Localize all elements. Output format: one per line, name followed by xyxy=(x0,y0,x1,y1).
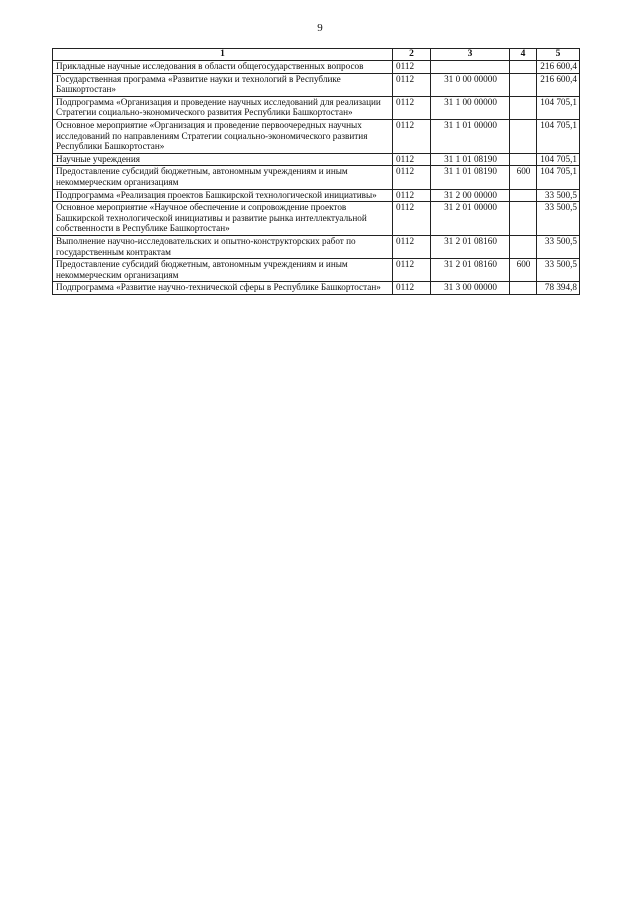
row-expense xyxy=(510,73,537,96)
row-target: 31 1 01 00000 xyxy=(431,119,510,153)
row-amount: 33 500,5 xyxy=(537,202,580,236)
table-row xyxy=(53,235,580,258)
table-row xyxy=(53,61,580,74)
row-name: Подпрограмма «Организация и проведение научных исследований для реализации Стратегии социально-экономического развития Республики Башкортостан» xyxy=(53,96,393,119)
row-section: 0112 xyxy=(393,153,431,166)
row-section: 0112 xyxy=(393,202,431,236)
row-amount: 104 705,1 xyxy=(537,153,580,166)
row-section: 0112 xyxy=(393,119,431,153)
row-section: 0112 xyxy=(393,73,431,96)
row-target: 31 2 01 08160 xyxy=(431,235,510,258)
row-section: 0112 xyxy=(393,259,431,282)
row-name: Прикладные научные исследования в области общегосударственных вопросов xyxy=(53,61,393,74)
column-header-section: 2 xyxy=(393,49,431,61)
table-row xyxy=(53,189,580,202)
row-expense xyxy=(510,202,537,236)
column-header-target: 3 xyxy=(431,49,510,61)
row-amount: 78 394,8 xyxy=(537,282,580,295)
row-amount: 104 705,1 xyxy=(537,96,580,119)
row-amount: 216 600,4 xyxy=(537,61,580,74)
row-target: 31 2 00 00000 xyxy=(431,189,510,202)
row-expense xyxy=(510,282,537,295)
table-row xyxy=(53,202,580,236)
row-name: Подпрограмма «Реализация проектов Башкирской технологической инициативы» xyxy=(53,189,393,202)
row-expense: 600 xyxy=(510,166,537,189)
row-target: 31 1 01 08190 xyxy=(431,153,510,166)
row-target: 31 2 01 08160 xyxy=(431,259,510,282)
row-name: Государственная программа «Развитие науки и технологий в Республике Башкортостан» xyxy=(53,73,393,96)
row-section: 0112 xyxy=(393,166,431,189)
budget-table xyxy=(52,48,580,295)
row-expense xyxy=(510,153,537,166)
row-amount: 33 500,5 xyxy=(537,235,580,258)
row-expense xyxy=(510,96,537,119)
row-section: 0112 xyxy=(393,235,431,258)
row-amount: 104 705,1 xyxy=(537,166,580,189)
column-header-name: 1 xyxy=(53,49,393,61)
table-row xyxy=(53,259,580,282)
row-name: Научные учреждения xyxy=(53,153,393,166)
row-target xyxy=(431,61,510,74)
column-header-amount: 5 xyxy=(537,49,580,61)
row-name: Предоставление субсидий бюджетным, автономным учреждениям и иным некоммерческим организациям xyxy=(53,166,393,189)
table-header-row xyxy=(53,49,580,61)
row-name: Основное мероприятие «Научное обеспечение и сопровождение проектов Башкирской технологической инициативы и развитие рынка интеллектуальной собственности в Республике Башкортостан» xyxy=(53,202,393,236)
table-row xyxy=(53,166,580,189)
row-name: Предоставление субсидий бюджетным, автономным учреждениям и иным некоммерческим организациям xyxy=(53,259,393,282)
table-row xyxy=(53,282,580,295)
row-name: Подпрограмма «Развитие научно-технической сферы в Республике Башкортостан» xyxy=(53,282,393,295)
row-section: 0112 xyxy=(393,61,431,74)
row-name: Выполнение научно-исследовательских и опытно-конструкторских работ по государственным контрактам xyxy=(53,235,393,258)
row-expense xyxy=(510,189,537,202)
table-row xyxy=(53,96,580,119)
column-header-expense: 4 xyxy=(510,49,537,61)
row-target: 31 3 00 00000 xyxy=(431,282,510,295)
table-row xyxy=(53,73,580,96)
row-amount: 33 500,5 xyxy=(537,189,580,202)
row-expense xyxy=(510,235,537,258)
row-expense xyxy=(510,61,537,74)
row-target: 31 1 00 00000 xyxy=(431,96,510,119)
row-name: Основное мероприятие «Организация и проведение первоочередных научных исследований по направлениям Стратегии социально-экономического развития Республики Башкортостан» xyxy=(53,119,393,153)
row-section: 0112 xyxy=(393,96,431,119)
table-row xyxy=(53,119,580,153)
table-row xyxy=(53,153,580,166)
row-target: 31 1 01 08190 xyxy=(431,166,510,189)
row-target: 31 2 01 00000 xyxy=(431,202,510,236)
page-number: 9 xyxy=(317,22,323,34)
row-amount: 216 600,4 xyxy=(537,73,580,96)
row-expense: 600 xyxy=(510,259,537,282)
row-expense xyxy=(510,119,537,153)
row-target: 31 0 00 00000 xyxy=(431,73,510,96)
row-amount: 33 500,5 xyxy=(537,259,580,282)
row-section: 0112 xyxy=(393,282,431,295)
row-amount: 104 705,1 xyxy=(537,119,580,153)
row-section: 0112 xyxy=(393,189,431,202)
